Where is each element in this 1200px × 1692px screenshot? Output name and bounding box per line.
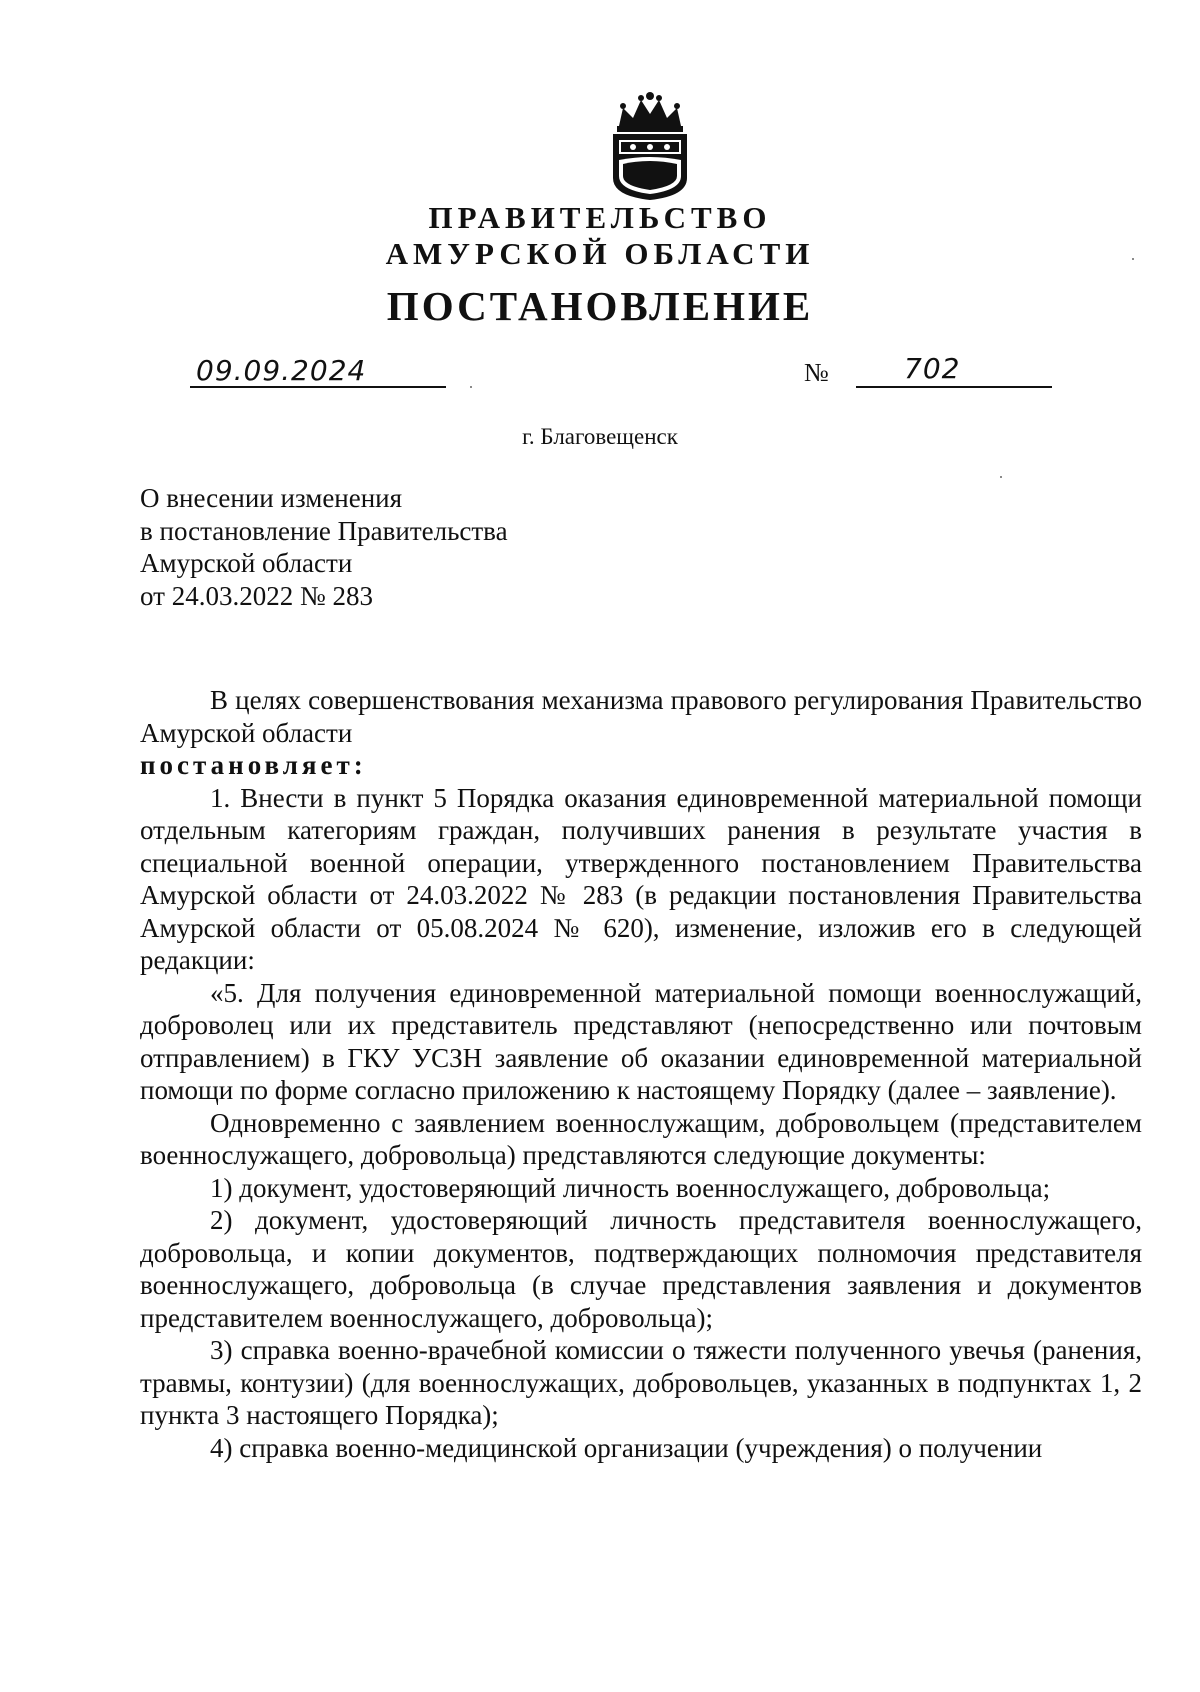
handwritten-date: 09.09.2024: [196, 354, 367, 387]
documents-paragraph: Одновременно с заявлением военнослужащим, добровольцем (представителем военнослужащего, добровольца) представляются следующие документы:: [140, 1107, 1142, 1170]
number-underline: [856, 386, 1052, 388]
document-body: [140, 684, 1142, 1464]
preamble-paragraph: В целях совершенствования механизма правового регулирования Правительство Амурской области: [140, 685, 1142, 748]
city-of-issue: г. Благовещенск: [522, 424, 678, 449]
document-subject: [140, 482, 508, 612]
scan-speck: [470, 386, 472, 388]
government-title-line1: ПРАВИТЕЛЬСТВО: [428, 200, 772, 235]
resolves-word: постановляет:: [140, 750, 367, 780]
list-item: 2) документ, удостоверяющий личность представителя военнослужащего, добровольца, и копии документов, подтверждающих полномочия представителя военнослужащего, добровольца (в случае представления заявления и документов представителем военнослужащего, добровольца);: [140, 1205, 1142, 1333]
date-underline: [190, 386, 446, 388]
list-item: 1) документ, удостоверяющий личность военнослужащего, добровольца;: [210, 1172, 1051, 1203]
handwritten-number: 702: [904, 352, 961, 385]
scan-speck: [1132, 258, 1134, 260]
amur-region-coat-of-arms-emblem: [605, 90, 695, 202]
subject-line: Амурской области: [140, 548, 353, 578]
subject-line: в постановление Правительства: [140, 515, 508, 546]
quoted-paragraph-5: «5. Для получения единовременной материальной помощи военнослужащий, доброволец или их представитель представляют (непосредственно или почтовым отправлением) в ГКУ УСЗН заявление об оказании единовременной материальной помощи по форме согласно приложению к настоящему Порядку (далее – заявление).: [140, 977, 1142, 1105]
list-item: 3) справка военно-врачебной комиссии о тяжести полученного увечья (ранения, травмы, контузии) (для военнослужащих, добровольцев, указанных в подпунктах 1, 2 пункта 3 настоящего Порядка);: [140, 1335, 1142, 1430]
list-item: 4) справка военно-медицинской организации (учреждения) о получении: [210, 1432, 1043, 1463]
paragraph-1: 1. Внести в пункт 5 Порядка оказания единовременной материальной помощи отдельным категориям граждан, получивших ранения в результате участия в специальной военной операции, утвержденного постановлением Правительства Амурской области от 24.03.2022 № 283 (в редакции постановления Правительства Амурской области от 05.08.2024 № 620), изменение, изложив его в следующей редакции:: [140, 782, 1142, 975]
scan-speck: [1000, 476, 1002, 478]
document-type-title: ПОСТАНОВЛЕНИЕ: [386, 283, 814, 329]
number-label: №: [804, 358, 829, 387]
government-title-line2: АМУРСКОЙ ОБЛАСТИ: [385, 236, 815, 271]
subject-line: от 24.03.2022 № 283: [140, 580, 373, 611]
subject-line: О внесении изменения: [140, 483, 403, 513]
